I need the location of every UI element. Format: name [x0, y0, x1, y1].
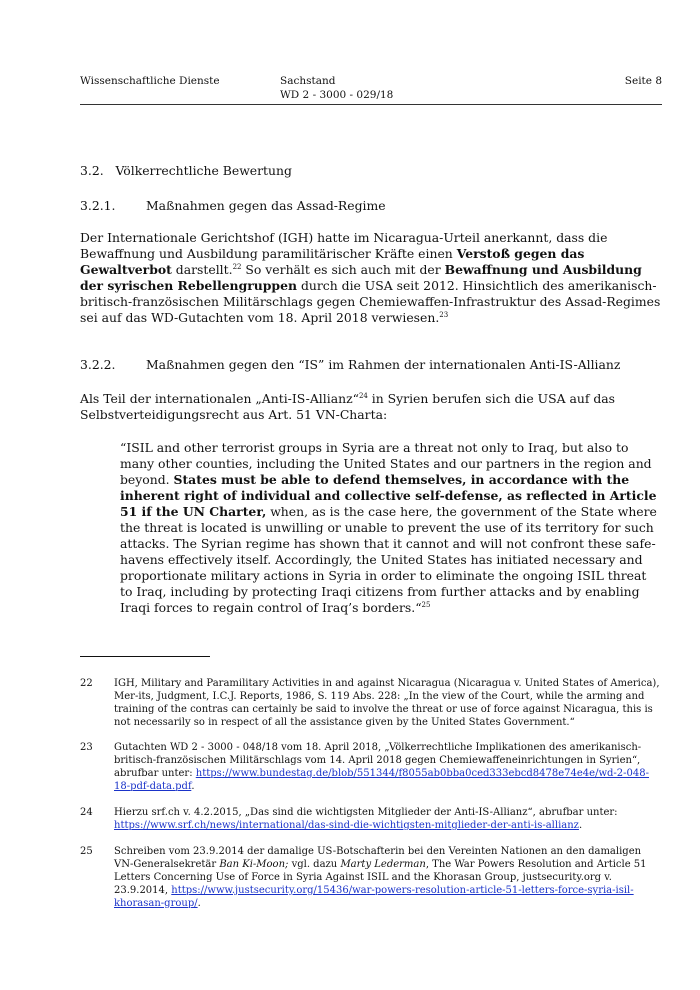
- footnote-divider: [80, 656, 210, 657]
- footnote-ref[interactable]: 25: [421, 601, 431, 609]
- text: Gutachten WD 2 - 3000 - 048/18 vom 18. April 2018, „Völkerrechtliche Implikationen des amerikanisch-britisch-französischen Militärschlags vom 14. April 2018 gegen Chemiewaffeneinrichtungen in Syrien“, abrufbar unter:: [114, 742, 642, 779]
- text-bold: Verstoß gegen das Gewaltverbot: [80, 246, 585, 277]
- text: vgl. dazu: [288, 859, 341, 870]
- footnote-number: 24: [80, 807, 93, 818]
- header-org: Wissenschaftliche Dienste: [80, 75, 220, 87]
- text: , The War Powers Resolution and Article 51 Letters Concerning Use of Force in Syria Against ISIL and the Khorasan Group, justsecurity.org v. 23.9.2014,: [114, 859, 647, 896]
- footnote-text: [114, 806, 662, 832]
- footnote-text: [114, 845, 662, 910]
- footnote-number: 23: [80, 742, 93, 753]
- section-title: Maßnahmen gegen den “IS” im Rahmen der internationalen Anti-IS-Allianz: [146, 357, 621, 372]
- page-number: Seite 8: [624, 75, 662, 87]
- footnote-ref[interactable]: 23: [439, 311, 449, 319]
- text: “ISIL and other terrorist groups in Syria are a threat not only to Iraq, but also to many other counties, including the United States and our partners in the region and beyond.: [120, 440, 652, 487]
- footnote-link[interactable]: https://www.srf.ch/news/international/das-sind-die-wichtigsten-mitglieder-der-anti-is-allianz: [114, 820, 579, 831]
- text: darstellt.: [171, 262, 233, 277]
- text-italic: Ban Ki-Moon;: [219, 859, 289, 870]
- text: Als Teil der internationalen „Anti-IS-Allianz“: [80, 391, 359, 406]
- section-3-2-2-heading: [80, 357, 662, 373]
- footnote-24: [80, 806, 662, 832]
- text: So verhält es sich auch mit der: [241, 262, 445, 277]
- text-bold: States must be able to defend themselves, in accordance with the inherent right of individual and collective self-defense, as reflected in Article 51 if the UN Charter,: [120, 472, 657, 519]
- header-doc-type: [280, 74, 393, 102]
- section-title: Maßnahmen gegen das Assad-Regime: [146, 198, 386, 213]
- text: when, as is the case here, the government of the State where the threat is located is unwilling or unable to prevent the use of its territory for such attacks. The Syrian regime has shown that it cannot and will not confront these safe-havens effectively itself. Accordingly, the United States has initiated necessary and proportionate military actions in Syria in order to eliminate the ongoing ISIL threat to Iraq, including by protecting Iraqi citizens from further attacks and by enabling Iraqi forces to regain control of Iraq’s borders.“: [120, 504, 657, 615]
- text: in Syrien berufen sich die USA auf das Selbstverteidigungsrecht aus Art. 51 VN-Charta:: [80, 391, 616, 422]
- section-3-2-heading: [80, 163, 292, 179]
- text: Schreiben vom 23.9.2014 der damalige US-Botschafterin bei den Vereinten Nationen an den damaligen VN-Generalsekretär: [114, 846, 642, 870]
- text: .: [191, 781, 195, 792]
- section-title: Völkerrechtliche Bewertung: [115, 163, 292, 178]
- footnote-number: 22: [80, 678, 93, 689]
- footnote-23: [80, 741, 662, 793]
- section-number: 3.2.: [80, 163, 104, 178]
- text: durch die USA seit 2012. Hinsichtlich des amerikanisch-britisch-französischen Militärschlags gegen Chemiewaffen-Infrastruktur des Assad-Regimes sei auf das WD-Gutachten vom 18. April 2018 verwiesen.: [80, 278, 661, 325]
- paragraph-igh: [80, 230, 662, 326]
- text-italic: Marty Lederman: [340, 859, 426, 870]
- text: Hierzu srf.ch v. 4.2.2015, „Das sind die wichtigsten Mitglieder der Anti-IS-Allianz“, abrufbar unter:: [114, 807, 618, 818]
- section-3-2-1-heading: [80, 198, 662, 214]
- section-number: 3.2.2.: [80, 357, 116, 372]
- footnote-link[interactable]: https://www.justsecurity.org/15436/war-powers-resolution-article-51-letters-force-syria-isil-khorasan-group/: [114, 885, 634, 909]
- text: .: [197, 898, 201, 909]
- footnote-22: [80, 677, 662, 729]
- footnote-ref[interactable]: 22: [232, 263, 242, 271]
- footnote-ref[interactable]: 24: [358, 392, 368, 400]
- block-quote: [120, 440, 662, 616]
- paragraph-anti-is: [80, 391, 662, 423]
- text-bold: Bewaffnung und Ausbildung der syrischen Rebellengruppen: [80, 262, 642, 293]
- header-divider: [80, 104, 662, 105]
- doc-type: Sachstand: [280, 75, 336, 87]
- section-number: 3.2.1.: [80, 198, 116, 213]
- text: Der Internationale Gerichtshof (IGH) hatte im Nicaragua-Urteil anerkannt, dass die Bewaffnung und Ausbildung paramilitärischer Kräfte einen: [80, 230, 608, 261]
- footnote-number: 25: [80, 846, 93, 857]
- footnote-25: [80, 845, 662, 910]
- footnote-text: IGH, Military and Paramilitary Activities in and against Nicaragua (Nicaragua v. United States of America), Mer-its, Judgment, I.C.J. Reports, 1986, S. 119 Abs. 228: „In the view of the Court, while the arming and training of the contras can certainly be said to involve the threat or use of force against Nicaragua, this is not necessarily so in respect of all the assistance given by the United States Government.“: [114, 678, 660, 728]
- doc-id: WD 2 - 3000 - 029/18: [280, 89, 394, 101]
- footnote-text: [114, 741, 662, 793]
- text: .: [578, 820, 583, 831]
- footnote-link[interactable]: https://www.bundestag.de/blob/551344/f8055ab0bba0ced333ebcd8478e74e4e/wd-2-048-18-pdf-data.pdf: [114, 768, 650, 792]
